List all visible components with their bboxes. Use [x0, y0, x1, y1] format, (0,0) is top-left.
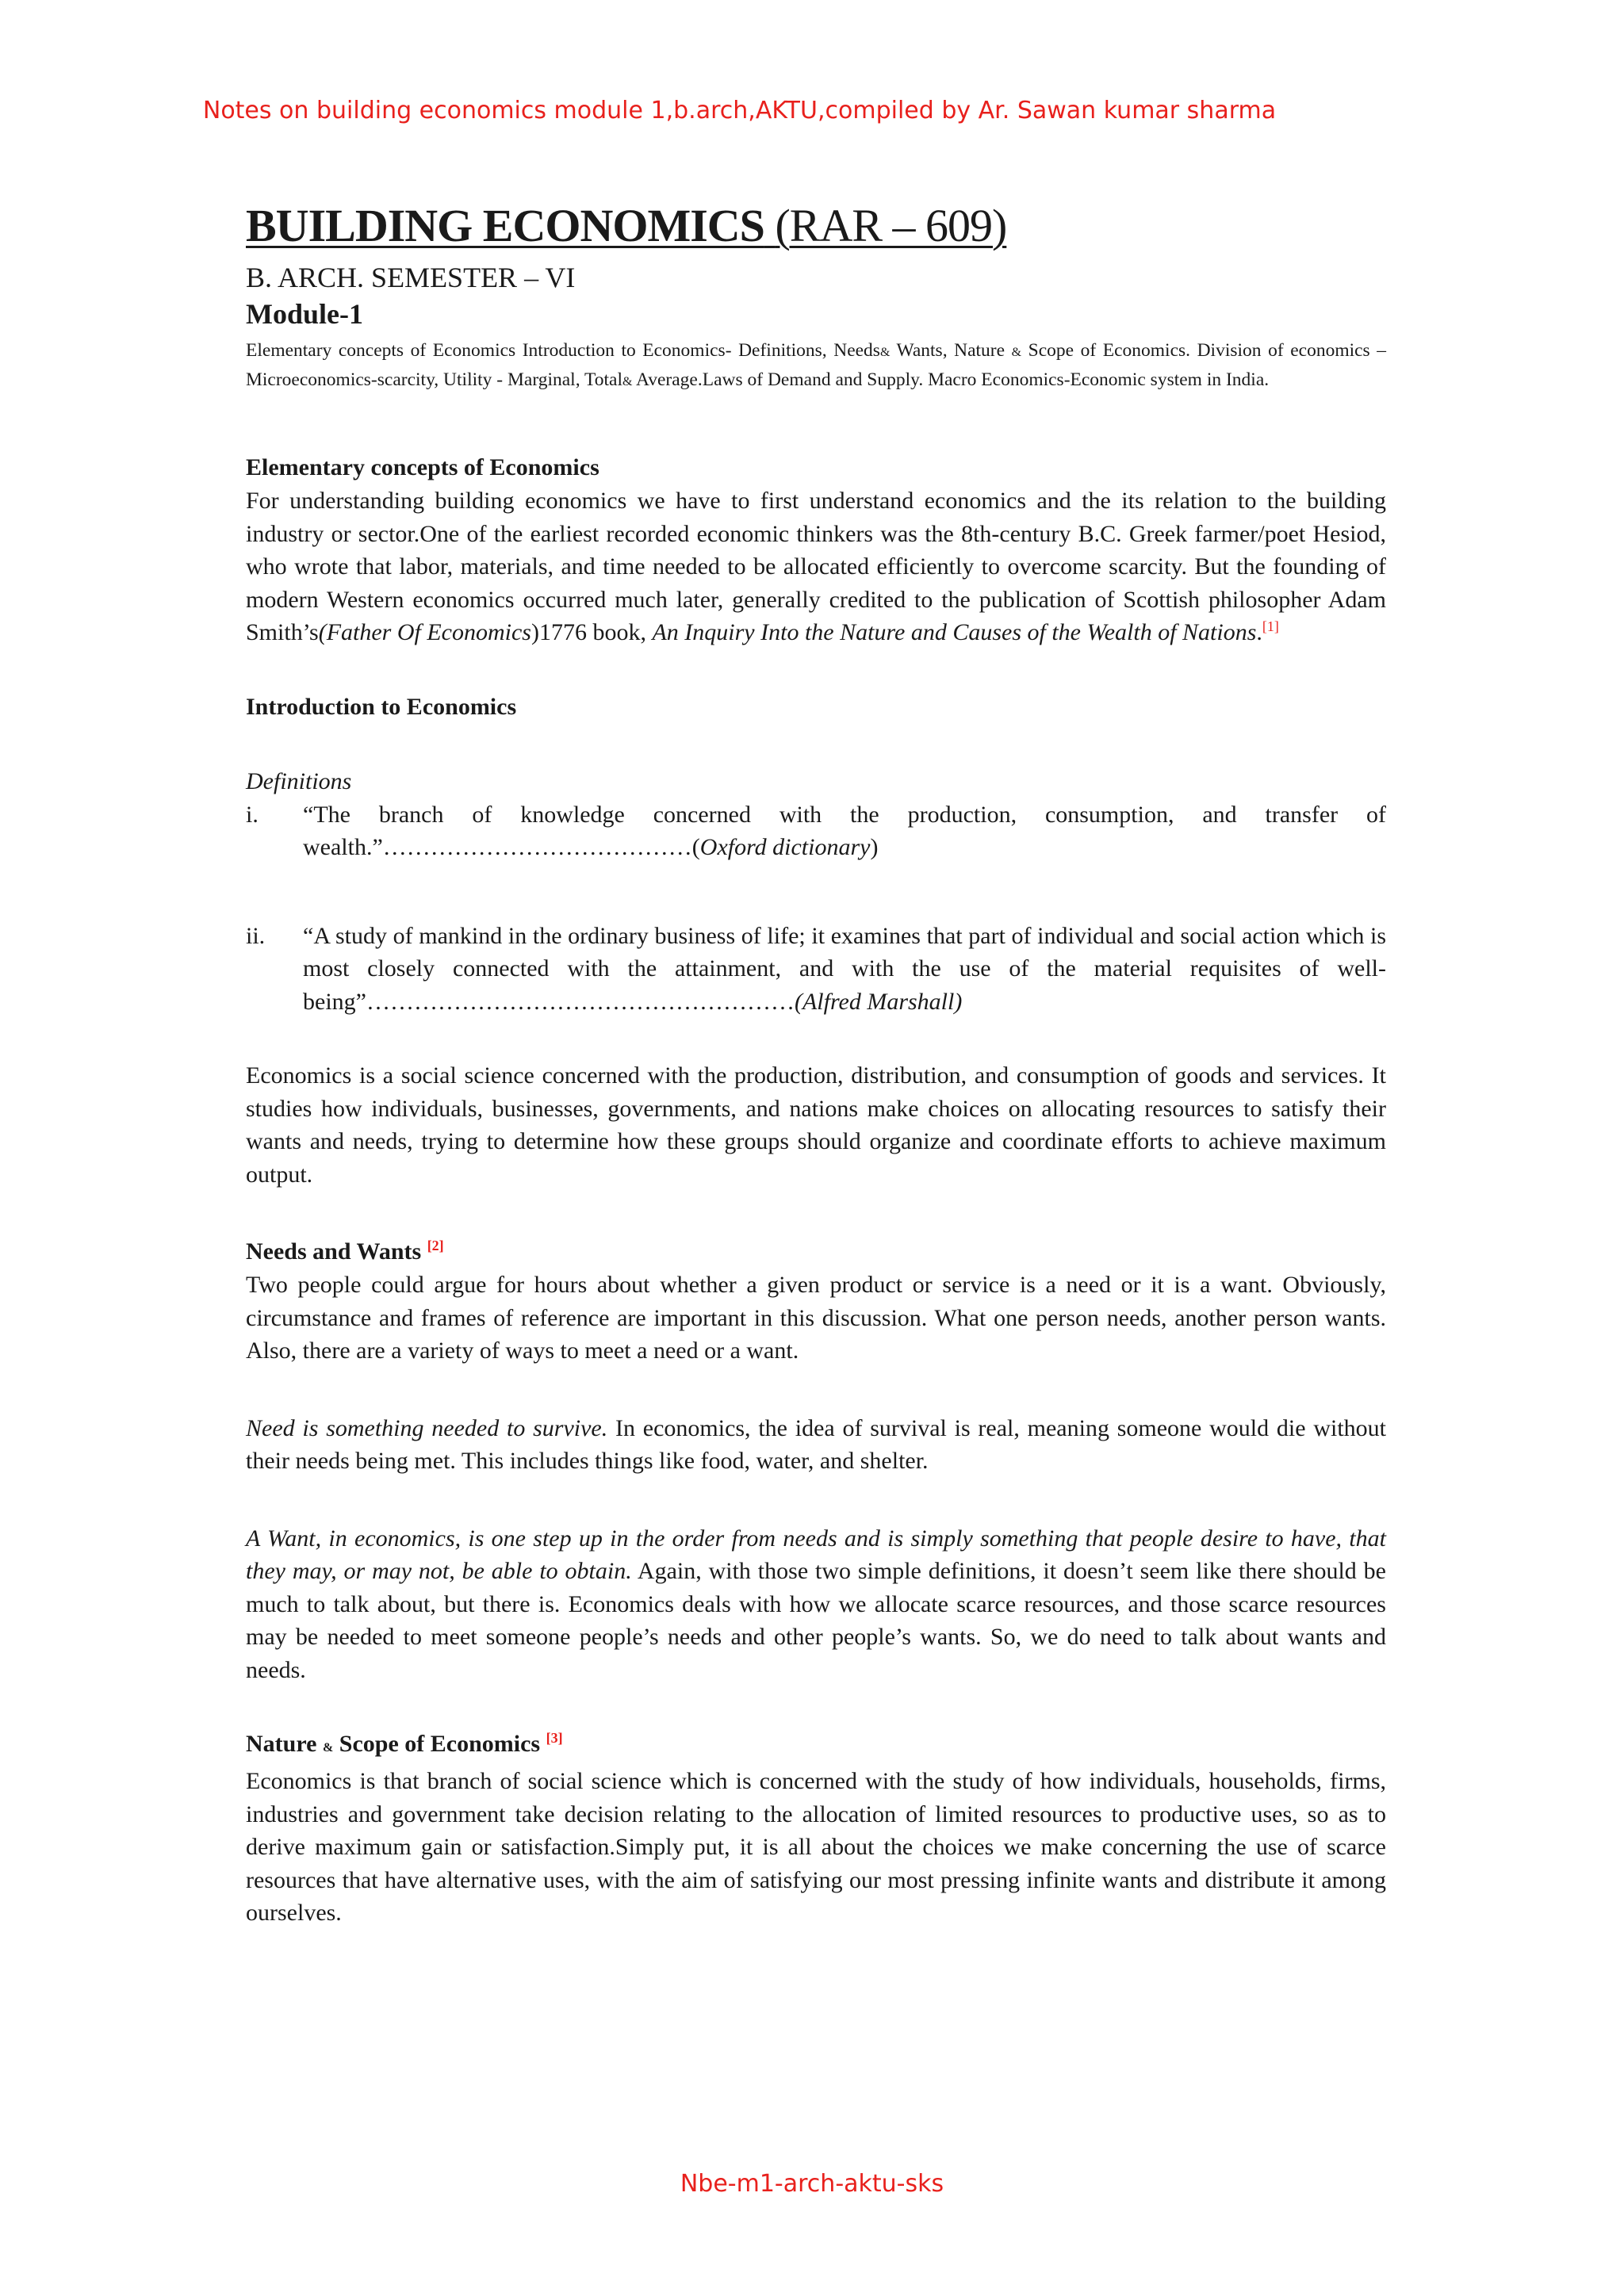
want-explanation: Again, with those two simple definitions, it doesn’t seem like there should be much to talk about, but there is. Economics deals with how we allocate scarce resources, and those scarce resources may be needed to meet someone people’s needs and other people’s wants. So, we do need to talk about wants and needs.: [246, 1558, 1386, 1683]
syllabus-part-3: Scope of Economics. Division of economics – Microeconomics-scarcity, Utility - Marginal, Total: [246, 340, 1387, 390]
definition-source: Oxford dictionary: [699, 834, 871, 860]
book-title: An Inquiry Into the Nature and Causes of the Wealth of Nations: [652, 619, 1257, 645]
definition-source: (Alfred Marshall): [794, 988, 963, 1015]
syllabus-part-4: Average.Laws of Demand and Supply. Macro Economics-Economic system in India.: [632, 369, 1270, 390]
definition-item: [246, 798, 1386, 864]
needs-wants-title: Needs and Wants: [246, 1238, 422, 1265]
father-of-economics: (Father Of Economics: [318, 619, 531, 645]
definition-close: ): [870, 834, 879, 860]
reference-3: [3]: [546, 1730, 563, 1746]
reference-2: [2]: [427, 1238, 444, 1253]
reference-1: [1]: [1262, 618, 1279, 634]
needs-wants-paragraph-3: [246, 1522, 1386, 1687]
syllabus-summary: [246, 337, 1386, 396]
needs-wants-heading: [246, 1235, 1386, 1269]
title-main: BUILDING ECONOMICS: [246, 200, 764, 251]
definition-item: [246, 920, 1386, 1019]
footer-note: Nbe-m1-arch-aktu-sks: [680, 2170, 944, 2198]
module-heading: Module-1: [246, 298, 363, 330]
definition-number: ii.: [246, 922, 266, 949]
want-definition: A Want, in economics, is one step up in the order from needs and is simply something that people desire to have, that they may, or may not, be able to obtain.: [246, 1525, 1386, 1584]
definitions-heading: Definitions: [246, 767, 352, 794]
needs-wants-paragraph-1: Two people could argue for hours about whether a given product or service is a need or it is a want. Obviously, circumstance and frames of reference are important in this discussion. What one person needs, another person wants. Also, there are a variety of ways to meet a need or a want.: [246, 1272, 1386, 1364]
definition-text: [303, 920, 1386, 1019]
title-code: (RAR – 609): [775, 200, 1007, 251]
elementary-heading: Elementary concepts of Economics: [246, 454, 599, 480]
semester-line: B. ARCH. SEMESTER – VI: [246, 262, 576, 293]
needs-wants-paragraph-2: [246, 1412, 1386, 1478]
elementary-paragraph: [246, 484, 1386, 649]
nature-scope-title-a: Nature: [246, 1731, 323, 1757]
need-definition: Need is something needed to survive.: [246, 1414, 608, 1441]
syllabus-ampersand-1: &: [879, 346, 891, 359]
definition-quote: “The branch of knowledge concerned with the production, consumption, and transfer of wealth.”…………………………………(: [303, 801, 1386, 860]
elementary-text: For understanding building economics we have to first understand economics and the its relation to the building industry or sector.One of the earliest recorded economic thinkers was the 8th-century B.C. Greek farmer/poet Hesiod, who wrote that labor, materials, and time needed to be allocated efficiently to overcome scarcity. But the founding of modern Western economics occurred much later, generally credited to the publication of Scottish philosopher Adam Smith’s: [246, 488, 1386, 645]
introduction-heading: Introduction to Economics: [246, 693, 517, 720]
definition-quote: “A study of mankind in the ordinary business of life; it examines that part of individual and social action which is most closely connected with the attainment, and with the use of the material requisites of well-being”………………………………………………: [303, 922, 1386, 1015]
document-title: [246, 194, 1006, 258]
nature-scope-ampersand: &: [322, 1741, 334, 1755]
definition-number: i.: [246, 801, 259, 828]
elementary-period: .: [1256, 619, 1262, 645]
syllabus-part-1: Elementary concepts of Economics Introduction to Economics- Definitions, Needs: [246, 340, 880, 361]
header-note: Notes on building economics module 1,b.arch,AKTU,compiled by Ar. Sawan kumar sharma: [202, 97, 1277, 124]
nature-scope-title-b: Scope of Economics: [333, 1731, 541, 1757]
definition-text: [303, 798, 1386, 864]
need-explanation: In economics, the idea of survival is real, meaning someone would die without their needs being met. This includes things like food, water, and shelter.: [246, 1414, 1386, 1474]
economics-summary: Economics is a social science concerned with the production, distribution, and consumption of goods and services. It studies how individuals, businesses, governments, and nations make choices on allocating resources to satisfy their wants and needs, trying to determine how these groups should organize and coordinate efforts to achieve maximum output.: [246, 1062, 1386, 1188]
document-body: [246, 194, 1386, 1930]
book-year: )1776 book,: [530, 619, 653, 645]
nature-scope-paragraph: Economics is that branch of social science which is concerned with the study of how individuals, households, firms, industries and government take decision relating to the allocation of limited resources to productive uses, so as to derive maximum gain or satisfaction.Simply put, it is all about the choices we make concerning the use of scarce resources that have alternative uses, with the aim of satisfying our most pressing infinite wants and distribute it among ourselves.: [246, 1768, 1386, 1926]
syllabus-ampersand-2: &: [1011, 346, 1022, 359]
syllabus-part-2: Wants, Nature: [890, 340, 1012, 361]
syllabus-ampersand-3: &: [622, 375, 633, 388]
nature-scope-heading: [246, 1728, 1386, 1765]
